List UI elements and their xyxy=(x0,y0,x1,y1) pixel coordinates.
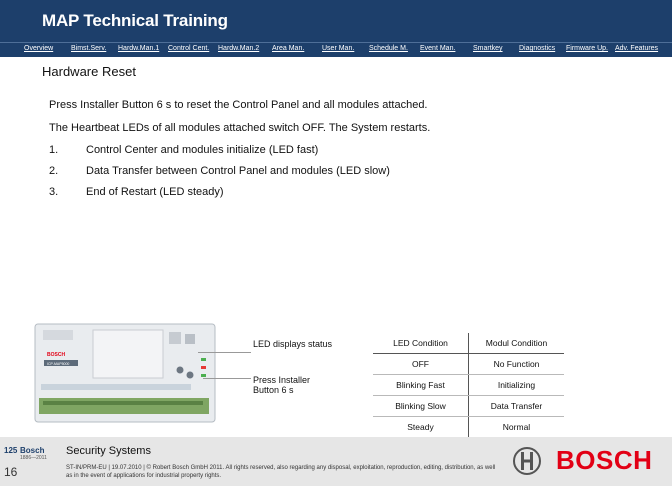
table-row xyxy=(373,396,564,417)
step-number: 2. xyxy=(49,165,59,177)
heartbeat-text: The Heartbeat LEDs of all modules attached switch OFF. The System restarts. xyxy=(49,122,431,134)
callout-line xyxy=(198,352,251,353)
device-model-label: ICP-MAP5000 xyxy=(47,362,70,366)
control-panel-image xyxy=(33,318,221,428)
nav-item-diagnostics[interactable]: Diagnostics xyxy=(519,45,556,52)
table-cell: Steady xyxy=(373,417,469,438)
table-cell: Data Transfer xyxy=(469,396,565,417)
section-title: Hardware Reset xyxy=(42,64,136,79)
step-text: Data Transfer between Control Panel and modules (LED slow) xyxy=(86,165,390,177)
table-cell: Normal xyxy=(469,417,565,438)
table-cell: Blinking Fast xyxy=(373,375,469,396)
footer-brand: Security Systems xyxy=(66,445,151,457)
device-brand-label: BOSCH xyxy=(47,352,66,358)
nav-item-bimst-serv[interactable]: Bimst.Serv. xyxy=(71,45,107,52)
footer-legal: ST-IN/PRM-EU | 19.07.2010 | © Robert Bosch GmbH 2011. All rights reserved, also regarding any disposal, exploitation, reproduction, editing, distribution, as well as in the event of applications for industrial property rights. xyxy=(66,465,496,479)
table-cell: Initializing xyxy=(469,375,565,396)
anniversary-years: 1886—2011 xyxy=(20,455,47,461)
page-title: MAP Technical Training xyxy=(42,11,228,30)
step-text: Control Center and modules initialize (LED fast) xyxy=(86,144,319,156)
led-callout: LED displays status xyxy=(253,339,333,349)
step-text: End of Restart (LED steady) xyxy=(86,186,224,198)
intro-text: Press Installer Button 6 s to reset the Control Panel and all modules attached. xyxy=(49,99,428,111)
step-number: 3. xyxy=(49,186,59,198)
nav-item-firmware-up[interactable]: Firmware Up. xyxy=(566,45,609,52)
table-cell: No Function xyxy=(469,354,565,375)
nav-bar xyxy=(0,42,672,57)
nav-item-schedule-m[interactable]: Schedule M. xyxy=(369,45,408,52)
table-header-cell: LED Condition xyxy=(373,333,469,354)
callout-line xyxy=(203,378,251,379)
button-callout: Press Installer Button 6 s xyxy=(253,375,311,395)
step-number: 1. xyxy=(49,144,59,156)
nav-item-user-man[interactable]: User Man. xyxy=(322,45,355,52)
nav-item-overview[interactable]: Overview xyxy=(24,45,54,52)
nav-item-event-man[interactable]: Event Man. xyxy=(420,45,456,52)
nav-item-smartkey[interactable]: Smartkey xyxy=(473,45,503,52)
nav-item-hardw-man-2[interactable]: Hardw.Man.2 xyxy=(218,45,260,52)
table-header-cell: Modul Condition xyxy=(469,333,565,354)
anniversary-number: 125 xyxy=(4,446,18,455)
anniversary-logo xyxy=(4,446,60,460)
table-cell: OFF xyxy=(373,354,469,375)
nav-item-adv-features[interactable]: Adv. Features xyxy=(615,45,659,52)
bosch-logo: BOSCH xyxy=(556,445,653,475)
anniversary-name: Bosch xyxy=(20,446,45,455)
table-cell: Blinking Slow xyxy=(373,396,469,417)
table-row xyxy=(373,375,564,396)
nav-item-hardw-man-1[interactable]: Hardw.Man.1 xyxy=(118,45,160,52)
nav-item-area-man[interactable]: Area Man. xyxy=(272,45,305,52)
table-header-row xyxy=(373,333,564,354)
bosch-armature-icon xyxy=(512,446,542,476)
page-number: 16 xyxy=(4,465,18,479)
header-bar xyxy=(0,0,672,42)
table-row xyxy=(373,417,564,438)
nav-item-control-cent[interactable]: Control Cent. xyxy=(168,45,210,52)
status-table xyxy=(373,333,564,438)
table-row xyxy=(373,354,564,375)
